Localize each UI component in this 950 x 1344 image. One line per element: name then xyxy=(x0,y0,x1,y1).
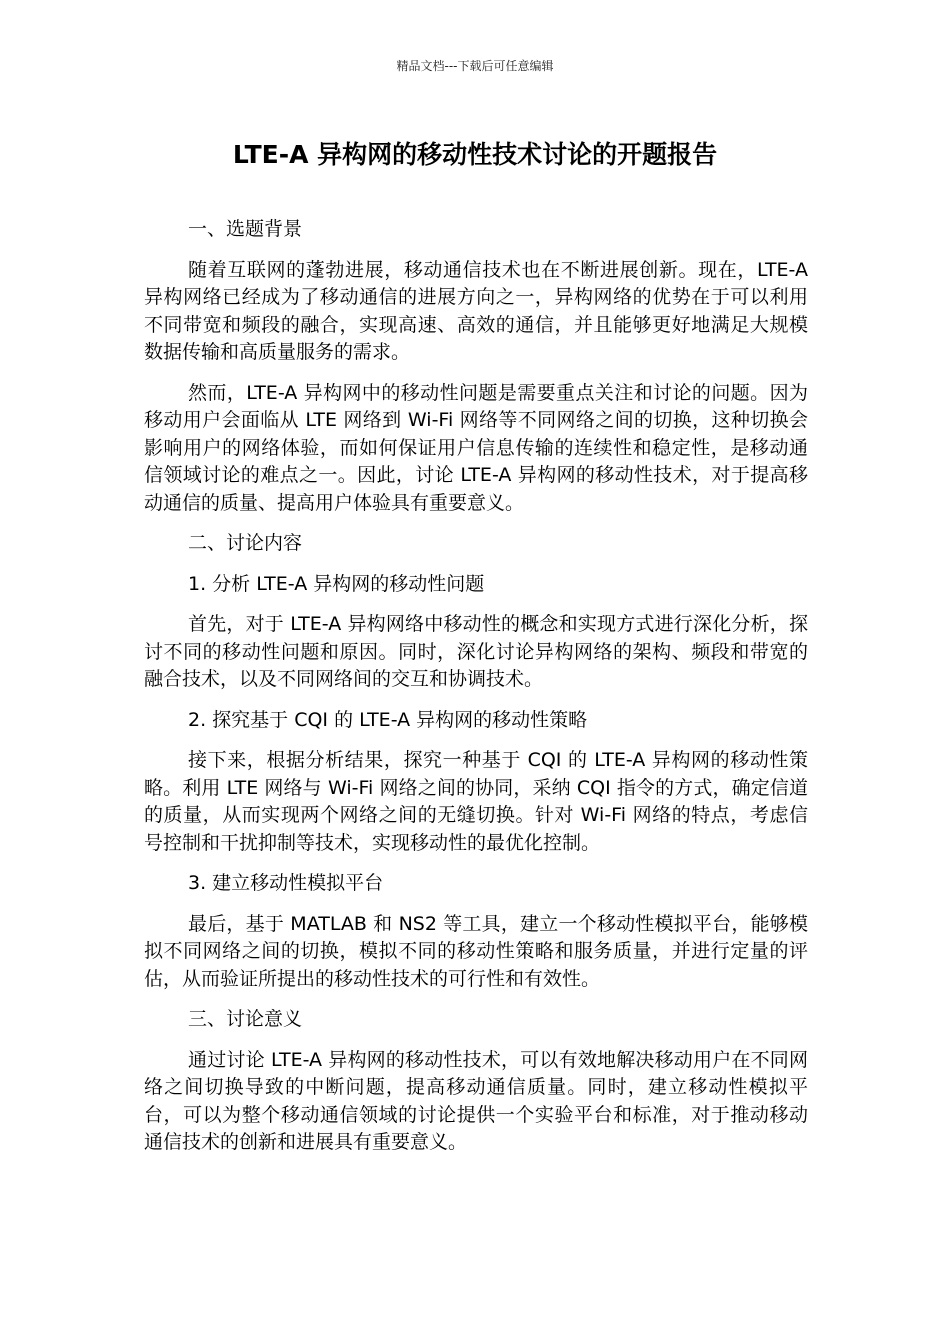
section-heading-content: 二、讨论内容 xyxy=(188,532,303,554)
paragraph-simulation-platform: 最后，基于 MATLAB 和 NS2 等工具，建立一个移动性模拟平台，能够模拟不同网络之间的切换，模拟不同的移动性策略和服务质量，并进行定量的评估，从而验证所提出的移动性技术的可行性和有效性。 xyxy=(144,912,808,990)
paragraph-analysis: 首先，对于 LTE-A 异构网络中移动性的概念和实现方式进行深化分析，探讨不同的移动性问题和原因。同时，深化讨论异构网络的架构、频段和带宽的融合技术，以及不同网络间的交互和协调技术。 xyxy=(144,613,808,690)
paragraph-background-2: 然而，LTE-A 异构网中的移动性问题是需要重点关注和讨论的问题。因为移动用户会面临从 LTE 网络到 Wi-Fi 网络等不同网络之间的切换，这种切换会影响用户的网络体验，而如何保证用户信息传输的连续性和稳定性，是移动通信领域讨论的难点之一。因此，讨论 LTE-A 异构网的移动性技术，对于提高移动通信的质量、提高用户体验具有重要意义。 xyxy=(144,381,808,514)
section-heading-significance: 三、讨论意义 xyxy=(188,1008,303,1030)
document-body xyxy=(144,216,808,1170)
paragraph-significance: 通过讨论 LTE-A 异构网的移动性技术，可以有效地解决移动用户在不同网络之间切换导致的中断问题，提高移动通信质量。同时，建立移动性模拟平台，可以为整个移动通信领域的讨论提供一个实验平台和标准，对于推动移动通信技术的创新和进展具有重要意义。 xyxy=(144,1048,808,1153)
subheading-cqi-strategy: 2. 探究基于 CQI 的 LTE-A 异构网的移动性策略 xyxy=(188,708,588,731)
document-title: LTE-A 异构网的移动性技术讨论的开题报告 xyxy=(232,140,718,169)
header-note: 精品文档---下载后可任意编辑 xyxy=(396,59,554,73)
subheading-simulation-platform: 3. 建立移动性模拟平台 xyxy=(188,872,384,894)
subheading-analysis: 1. 分析 LTE-A 异构网的移动性问题 xyxy=(188,572,485,595)
paragraph-cqi-strategy: 接下来，根据分析结果，探究一种基于 CQI 的 LTE-A 异构网的移动性策略。利用 LTE 网络与 Wi-Fi 网络之间的协同，采纳 CQI 指令的方式，确定信道的质量，从而实现两个网络之间的无缝切换。针对 Wi-Fi 网络的特点，考虑信号控制和干扰抑制等技术，实现移动性的最优化控制。 xyxy=(144,749,808,854)
paragraph-background-1: 随着互联网的蓬勃进展，移动通信技术也在不断进展创新。现在，LTE-A 异构网络已经成为了移动通信的进展方向之一，异构网络的优势在于可以利用不同带宽和频段的融合，实现高速、高效的通信，并且能够更好地满足大规模数据传输和高质量服务的需求。 xyxy=(144,258,808,363)
section-heading-background: 一、选题背景 xyxy=(188,218,303,240)
